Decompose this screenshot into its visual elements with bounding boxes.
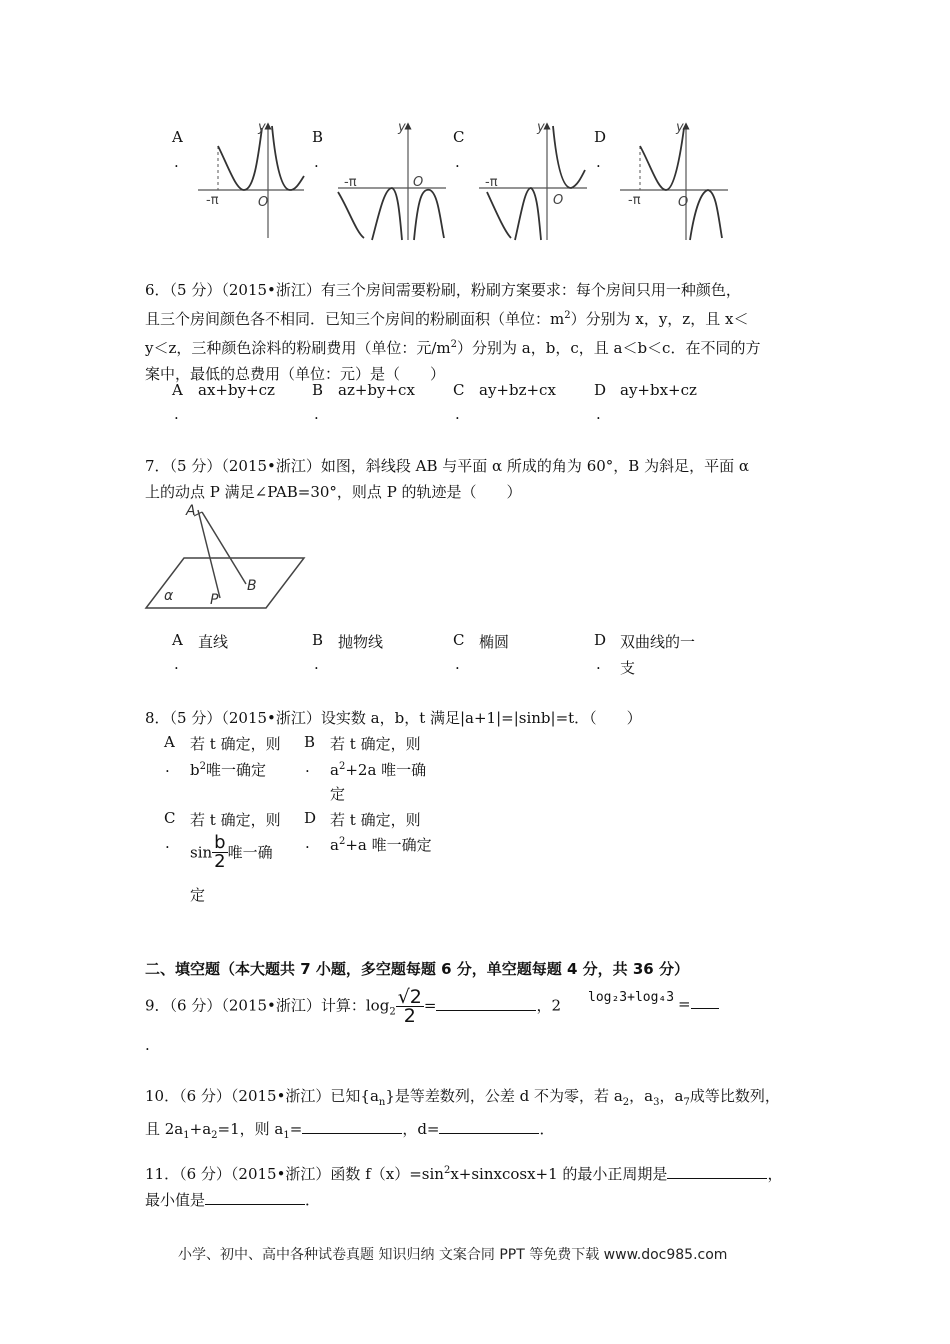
- plane-alpha-label: α: [164, 588, 174, 604]
- option-text: ax+by+cz: [198, 381, 275, 399]
- q8-b-line2: $a^2+2a$ 唯一确: [330, 761, 427, 779]
- q8-c-line2: sin $\frac{b}{2}$ 唯一确: [190, 832, 273, 872]
- y-label: y: [676, 120, 684, 135]
- q9-line: 9．（6 分）（2015•浙江）计算：$\log_2$ $\frac{√2}{2}$ = ，2: [145, 986, 562, 1027]
- graph-a: [196, 118, 308, 242]
- point-p-label: P: [210, 592, 219, 608]
- q8-stem: 8．（5 分）（2015•浙江）设实数 a，b，t 满足|a+1|=|sinb|=t．（ ）: [145, 709, 642, 727]
- option-letter: A: [172, 381, 183, 399]
- option-dot: .: [314, 153, 319, 171]
- origin-label: O: [678, 195, 689, 210]
- q8-d-line1: 若 t 确定，则: [330, 811, 421, 829]
- q7-stem: [145, 453, 749, 505]
- option-letter: D: [304, 809, 317, 827]
- option-letter: A: [172, 128, 183, 146]
- q10-line1: 10．（6 分）（2015•浙江）已知$\{a_n\}$是等差数列，公差 d 不为零，若 $a_2$，$a_3$，$a_7$成等比数列，: [145, 1087, 780, 1108]
- origin-label: O: [553, 193, 564, 208]
- y-label: y: [537, 120, 545, 135]
- q9-exponent: log₂3+log₄3: [588, 990, 675, 1005]
- option-letter: B: [304, 733, 316, 751]
- q9-period: .: [145, 1036, 150, 1054]
- origin-label: O: [258, 195, 269, 210]
- q6-line1: 6．（5 分）（2015•浙江）有三个房间需要粉刷，粉刷方案要求：每个房间只用一种颜色，: [145, 281, 741, 299]
- q8-b-line3: 定: [330, 785, 346, 803]
- q8-a-line1: 若 t 确定，则: [190, 735, 281, 753]
- option-text: 直线: [198, 633, 229, 651]
- graph-d: [618, 118, 730, 242]
- blank-1[interactable]: [436, 996, 536, 1011]
- option-letter: B: [312, 381, 324, 399]
- graph-b: [336, 118, 448, 242]
- option-letter: B: [312, 128, 324, 146]
- origin-label: O: [413, 175, 424, 190]
- blank-a1[interactable]: [302, 1119, 402, 1134]
- q8-a-line2: $b^2$唯一确定: [190, 761, 266, 779]
- blank-2[interactable]: [691, 994, 719, 1009]
- option-dot: .: [596, 153, 601, 171]
- option-text: 椭圆: [479, 633, 510, 651]
- q8-d-line2: $a^2+a$ 唯一确定: [330, 836, 432, 854]
- q11-line1: 11．（6 分）（2015•浙江）函数 $f(x)=\sin^2x+sinxcosx+1$ 的最小正周期是 ，: [145, 1165, 783, 1183]
- q7-line1: 7．（5 分）（2015•浙江）如图，斜线段 AB 与平面 α 所成的角为 60°，B 为斜足，平面 α: [145, 457, 749, 475]
- blank-min[interactable]: [205, 1190, 305, 1205]
- neg-pi-label: -π: [206, 193, 219, 208]
- blank-period[interactable]: [667, 1164, 767, 1179]
- option-letter: B: [312, 631, 324, 649]
- point-a-label: A: [186, 503, 196, 519]
- fraction: $\frac{√2}{2}$: [397, 986, 422, 1027]
- q6-line2: 且三个房间颜色各不相同．已知三个房间的粉刷面积（单位：$m^2$）分别为 x，y，z，且 x＜: [145, 310, 749, 328]
- q7-figure: [144, 500, 309, 612]
- q10-line2: 且 $2a_1+a_2=1$，则 $a_1=$ ，d= ．: [145, 1120, 555, 1141]
- q6-line3: y＜z，三种颜色涂料的粉刷费用（单位：元$/m^2$）分别为 a，b，c，且 a＜b＜c．在不同的方: [145, 339, 761, 357]
- section-2-title: 二、填空题（本大题共 7 小题，多空题每题 6 分，单空题每题 4 分，共 36 分）: [145, 960, 689, 978]
- point-b-label: B: [247, 578, 257, 594]
- option-text-cont: 支: [620, 659, 636, 677]
- option-text: 双曲线的一: [620, 633, 696, 651]
- footer: 小学、初中、高中各种试卷真题 知识归纳 文案合同 PPT 等免费下载 www.doc985.com: [178, 1247, 728, 1263]
- option-text: az+by+cx: [338, 381, 415, 399]
- y-label: y: [398, 120, 406, 135]
- neg-pi-label: -π: [485, 175, 498, 190]
- neg-pi-label: -π: [628, 193, 641, 208]
- graph-c: [477, 118, 589, 242]
- option-letter: D: [594, 631, 607, 649]
- q6-stem: [145, 277, 760, 387]
- option-letter: A: [164, 733, 175, 751]
- q7-line2: 上的动点 P 满足∠PAB=30°，则点 P 的轨迹是（ ）: [145, 483, 522, 501]
- option-letter: C: [453, 631, 465, 649]
- q8-c-line1: 若 t 确定，则: [190, 811, 281, 829]
- q11-line2: 最小值是 ．: [145, 1191, 321, 1209]
- option-letter: D: [594, 128, 607, 146]
- y-label: y: [258, 120, 266, 135]
- fraction: $\frac{b}{2}$: [214, 832, 226, 872]
- option-letter: C: [453, 381, 465, 399]
- option-letter: D: [594, 381, 607, 399]
- option-text: ay+bz+cx: [479, 381, 556, 399]
- q6-line4: 案中，最低的总费用（单位：元）是（ ）: [145, 365, 446, 383]
- blank-d[interactable]: [439, 1119, 539, 1134]
- option-letter: A: [172, 631, 183, 649]
- option-letter: C: [164, 809, 176, 827]
- option-text: ay+bx+cz: [620, 381, 697, 399]
- q11-stem: [145, 1158, 782, 1213]
- q9-eq: =: [678, 994, 719, 1013]
- neg-pi-label: -π: [344, 175, 357, 190]
- option-letter: C: [453, 128, 465, 146]
- option-text: 抛物线: [338, 633, 384, 651]
- q8-c-line3: 定: [190, 886, 206, 904]
- q10-stem: [145, 1083, 780, 1149]
- option-dot: .: [455, 153, 460, 171]
- q8-b-line1: 若 t 确定，则: [330, 735, 421, 753]
- option-dot: .: [174, 153, 179, 171]
